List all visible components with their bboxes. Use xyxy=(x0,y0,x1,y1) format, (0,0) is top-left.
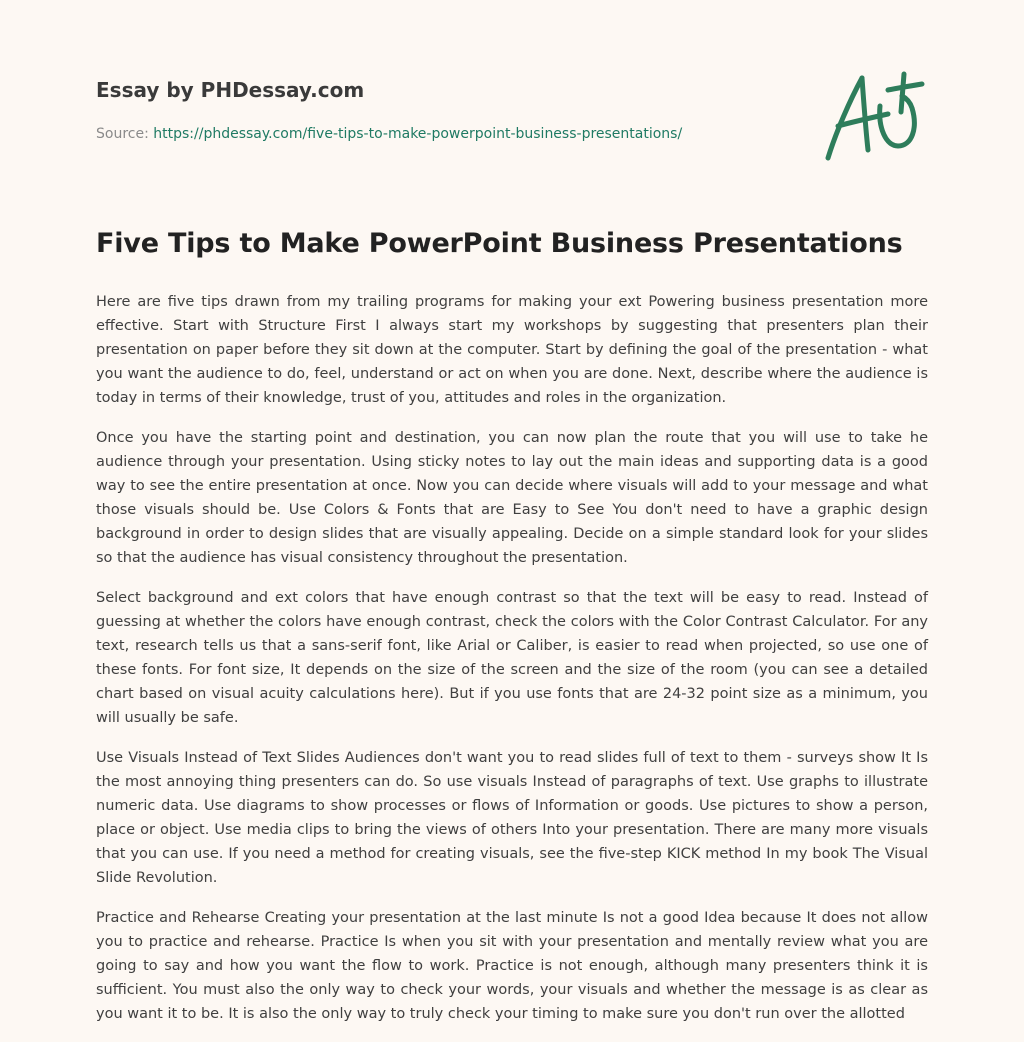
source-label: Source: xyxy=(96,126,149,142)
essay-paragraph: Once you have the starting point and destination, you can now plan the route that you will use to take he audience through your presentation. Using sticky notes to lay out the main ideas and supporting data is a good way to see the entire presentation at once. Now you can decide where visuals will add to your message and what those visuals should be. Use Colors & Fonts that are Easy to See You don't need to have a graphic design background in order to design slides that are visually appealing. Decide on a simple standard look for your slides so that the audience has visual consistency throughout the presentation. xyxy=(96,430,928,566)
source-line xyxy=(96,124,796,144)
source-link[interactable]: https://phdessay.com/five-tips-to-make-powerpoint-business-presentations/ xyxy=(153,126,683,142)
essay-paragraph: Select background and ext colors that have enough contrast so that the text will be easy to read. Instead of guessing at whether the colors have enough contrast, check the colors with the Color Contrast Calculator. For any text, research tells us that a sans-serif font, like Arial or Caliber, is easier to read when projected, so use one of these fonts. For font size, It depends on the size of the screen and the size of the room (you can see a detailed chart based on visual acuity calculations here). But if you use fonts that are 24-32 point size as a minimum, you will usually be safe. xyxy=(96,590,928,726)
essay-paragraph: Practice and Rehearse Creating your presentation at the last minute Is not a good Idea because It does not allow you to practice and rehearse. Practice Is when you sit with your presentation and mentally review what you are going to say and how you want the flow to work. Practice is not enough, although many presenters think it is sufficient. You must also the only way to check your words, your visuals and whether the message is as clear as you want it to be. It is also the only way to truly check your timing to make sure you don't run over the allotted xyxy=(96,910,928,1022)
site-title: Essay by PHDessay.com xyxy=(96,78,365,102)
essay-title: Five Tips to Make PowerPoint Business Presentations xyxy=(96,228,903,259)
essay-article xyxy=(96,224,928,1042)
essay-paragraph: Here are five tips drawn from my trailing programs for making your ext Powering business presentation more effective. Start with Structure First I always start my workshops by suggesting that presenters plan their presentation on paper before they sit down at the computer. Start by defining the goal of the presentation - what you want the audience to do, feel, understand or act on when you are done. Next, describe where the audience is today in terms of their knowledge, trust of you, attitudes and roles in the organization. xyxy=(96,294,928,406)
essay-paragraph: Use Visuals Instead of Text Slides Audiences don't want you to read slides full of text to them - surveys show It Is the most annoying thing presenters can do. So use visuals Instead of paragraphs of text. Use graphs to illustrate numeric data. Use diagrams to show processes or flows of Information or goods. Use pictures to show a person, place or object. Use media clips to bring the views of others Into your presentation. There are many more visuals that you can use. If you need a method for creating visuals, see the five-step KICK method In my book The Visual Slide Revolution. xyxy=(96,750,928,886)
page-header xyxy=(96,76,796,144)
a-plus-grade-icon xyxy=(818,66,930,166)
